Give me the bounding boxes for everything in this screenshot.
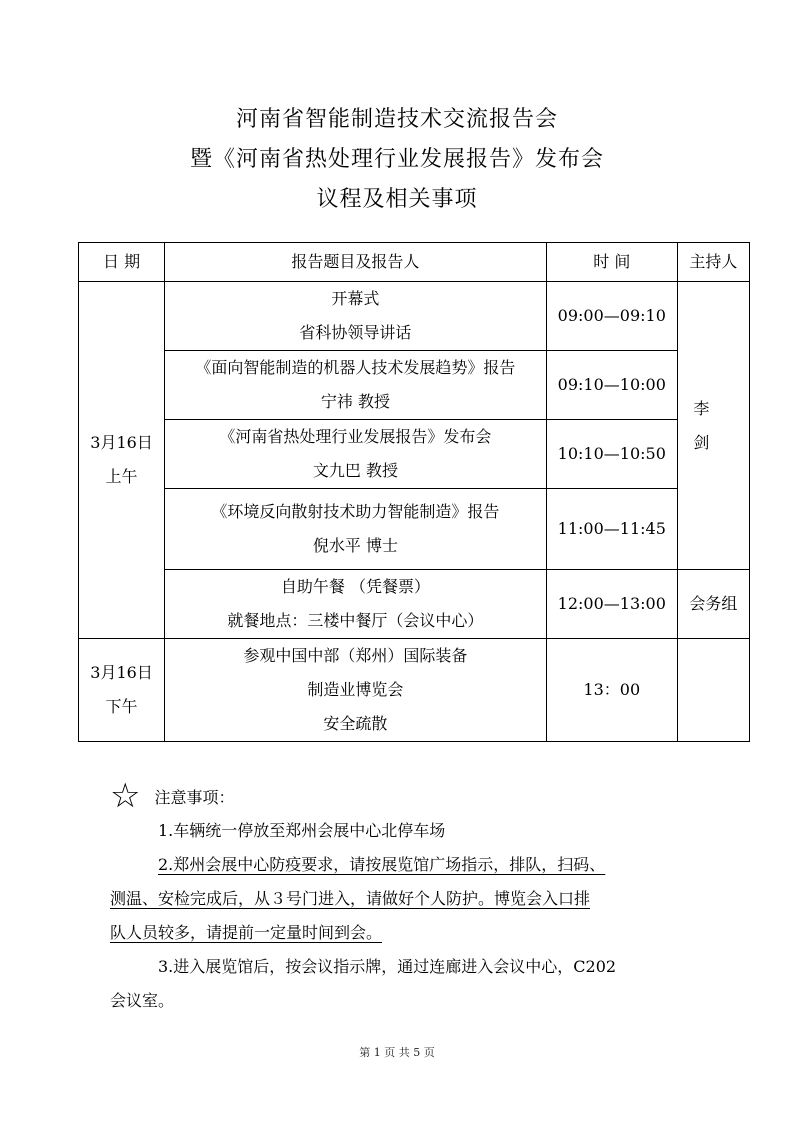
title-line-1: 河南省智能制造技术交流报告会 xyxy=(235,107,558,132)
page-footer: 第 1 页 共 5 页 xyxy=(359,1046,435,1059)
time-cell: 10:10—10:50 xyxy=(546,420,677,489)
note-item-2-text: 队人员较多，请提前一定量时间到会。 xyxy=(110,923,383,942)
table-row xyxy=(79,282,750,351)
date-afternoon-day: 3月16日 xyxy=(90,663,153,682)
notes-section xyxy=(110,778,690,1018)
header-host: 主持人 xyxy=(677,243,749,282)
time-cell: 12:00—13:00 xyxy=(546,570,677,639)
date-afternoon-period: 下午 xyxy=(105,697,138,716)
topic-cell xyxy=(165,282,547,351)
topic-line: 倪水平 博士 xyxy=(312,536,398,555)
topic-line: 安全疏散 xyxy=(323,714,388,733)
topic-line: 开幕式 xyxy=(331,289,380,308)
table-row xyxy=(79,489,750,570)
topic-cell xyxy=(165,639,547,742)
topic-cell xyxy=(165,570,547,639)
topic-cell xyxy=(165,420,547,489)
note-item-2-line-2 xyxy=(110,882,690,916)
date-morning-day: 3月16日 xyxy=(90,433,153,452)
note-item-2-line-3 xyxy=(110,916,690,950)
topic-cell xyxy=(165,351,547,420)
header-date: 日 期 xyxy=(79,243,165,282)
time-cell: 09:00—09:10 xyxy=(546,282,677,351)
topic-line: 参观中国中部（郑州）国际装备 xyxy=(243,646,468,665)
host-afternoon-cell xyxy=(677,639,749,742)
date-morning-cell xyxy=(79,282,165,639)
topic-line: 文九巴 教授 xyxy=(312,461,398,480)
notes-heading: 注意事项： xyxy=(154,787,235,807)
topic-line: 《河南省热处理行业发展报告》发布会 xyxy=(219,427,492,446)
table-row xyxy=(79,351,750,420)
topic-line: 制造业博览会 xyxy=(307,680,404,699)
note-item-2-line-1 xyxy=(110,848,690,882)
topic-line: 《环境反向散射技术助力智能制造》报告 xyxy=(211,502,500,521)
time-cell: 13：00 xyxy=(546,639,677,742)
topic-line: 《面向智能制造的机器人技术发展趋势》报告 xyxy=(195,358,516,377)
topic-line: 就餐地点：三楼中餐厅（会议中心） xyxy=(227,611,484,630)
document-title xyxy=(0,100,794,220)
time-cell: 11:00—11:45 xyxy=(546,489,677,570)
star-outline-icon: ☆ xyxy=(110,776,141,816)
table-row xyxy=(79,570,750,639)
title-line-2: 暨《河南省热处理行业发展报告》发布会 xyxy=(189,147,604,172)
note-item-2-text: 测温、安检完成后，从３号门进入，请做好个人防护。博览会入口排 xyxy=(110,889,591,908)
table-row xyxy=(79,420,750,489)
host-name: 李 剑 xyxy=(693,398,734,452)
notes-heading-row xyxy=(110,778,690,814)
table-row xyxy=(79,639,750,742)
title-line-3: 议程及相关事项 xyxy=(316,187,478,212)
date-afternoon-cell xyxy=(79,639,165,742)
header-time: 时 间 xyxy=(546,243,677,282)
header-topic: 报告题目及报告人 xyxy=(165,243,547,282)
agenda-table xyxy=(78,242,750,742)
host-lunch-cell: 会务组 xyxy=(677,570,749,639)
note-item-3-line-1: 3.进入展览馆后，按会议指示牌，通过连廊进入会议中心，C202 xyxy=(158,957,617,976)
note-item-2-text: 2.郑州会展中心防疫要求，请按展览馆广场指示，排队，扫码、 xyxy=(158,855,606,874)
date-morning-period: 上午 xyxy=(105,467,138,486)
note-item-1: 1.车辆统一停放至郑州会展中心北停车场 xyxy=(158,821,446,840)
topic-line: 省科协领导讲话 xyxy=(299,323,412,342)
topic-line: 宁祎 教授 xyxy=(320,392,390,411)
time-cell: 09:10—10:00 xyxy=(546,351,677,420)
topic-cell xyxy=(165,489,547,570)
table-header-row xyxy=(79,243,750,282)
note-item-3-line-2: 会议室。 xyxy=(110,991,175,1010)
host-cell xyxy=(677,282,749,570)
topic-line: 自助午餐 （凭餐票） xyxy=(280,577,430,596)
